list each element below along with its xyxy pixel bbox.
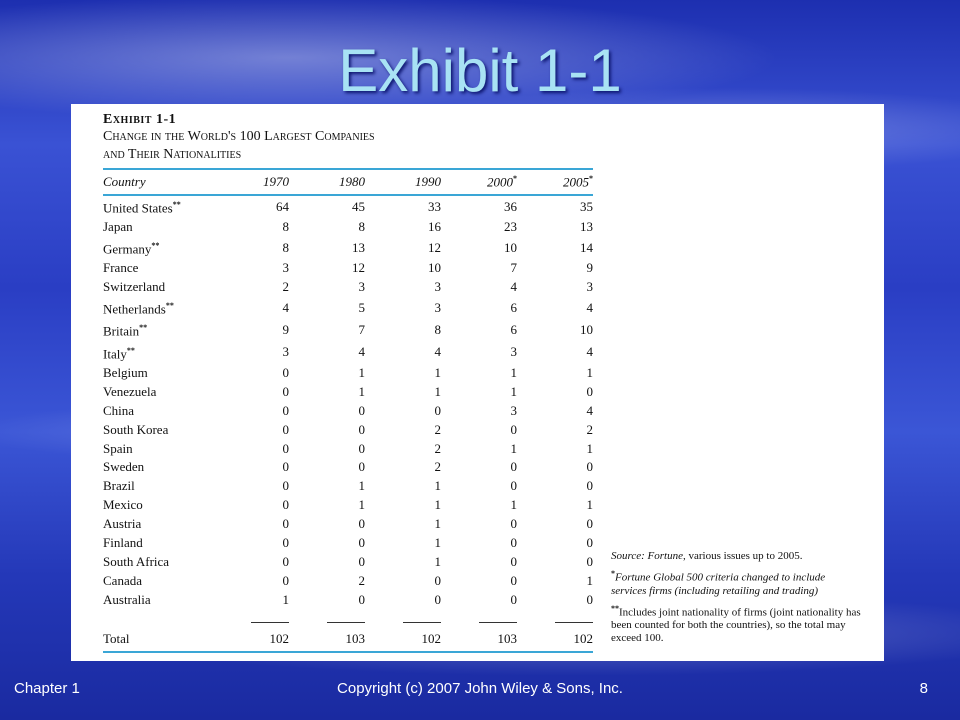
country-cell: Belgium: [103, 364, 148, 380]
value-cell: 8: [434, 322, 441, 338]
total-value-cell: 103: [497, 631, 517, 647]
value-cell: 10: [428, 260, 441, 276]
value-cell: 0: [510, 516, 517, 532]
column-header-1990: 1990: [415, 174, 441, 189]
exhibit-title-line1: Change in the World's 100 Largest Companies: [103, 129, 375, 144]
value-cell: 3: [282, 344, 289, 360]
value-cell: 14: [580, 239, 593, 255]
country-cell: Germany**: [103, 241, 160, 257]
value-cell: 8: [358, 219, 365, 235]
value-cell: 1: [586, 440, 593, 456]
total-row: [103, 629, 593, 651]
value-cell: 12: [352, 260, 365, 276]
value-cell: 0: [586, 553, 593, 569]
value-cell: 1: [358, 478, 365, 494]
value-cell: 6: [510, 299, 517, 315]
table-row: [103, 297, 593, 319]
exhibit-title-line2: and Their Nationalities: [103, 147, 242, 162]
value-cell: 0: [510, 535, 517, 551]
table-row: [103, 421, 593, 440]
country-cell: France: [103, 260, 139, 276]
value-cell: 0: [586, 459, 593, 475]
value-cell: 0: [358, 516, 365, 532]
exhibit-label: Exhibit 1-1: [103, 112, 177, 127]
value-cell: 2: [586, 421, 593, 437]
value-cell: 1: [586, 497, 593, 513]
value-cell: 1: [434, 383, 441, 399]
total-value-cell: 102: [573, 631, 593, 647]
value-cell: 0: [434, 591, 441, 607]
value-cell: 8: [282, 219, 289, 235]
value-cell: 0: [282, 440, 289, 456]
value-cell: 1: [282, 591, 289, 607]
value-cell: 13: [352, 239, 365, 255]
table-row: [103, 534, 593, 553]
value-cell: 10: [504, 239, 517, 255]
value-cell: 5: [358, 299, 365, 315]
value-cell: 7: [510, 260, 517, 276]
value-cell: 0: [358, 591, 365, 607]
value-cell: 3: [434, 279, 441, 295]
table-row: [103, 458, 593, 477]
value-cell: 10: [580, 322, 593, 338]
country-cell: Brazil: [103, 478, 135, 494]
value-cell: 2: [434, 459, 441, 475]
value-cell: 33: [428, 198, 441, 214]
table-row: [103, 342, 593, 364]
value-cell: 0: [358, 535, 365, 551]
table-row: [103, 440, 593, 459]
value-cell: 4: [586, 344, 593, 360]
country-cell: South Korea: [103, 421, 169, 437]
value-cell: 0: [282, 402, 289, 418]
value-cell: 13: [580, 219, 593, 235]
country-cell: Britain**: [103, 323, 148, 339]
value-cell: 16: [428, 219, 441, 235]
exhibit-notes: [611, 550, 861, 649]
value-cell: 1: [434, 478, 441, 494]
value-cell: 0: [510, 478, 517, 494]
table-row: [103, 259, 593, 278]
value-cell: 0: [358, 402, 365, 418]
country-cell: Netherlands**: [103, 301, 174, 317]
value-cell: 4: [586, 402, 593, 418]
value-cell: 3: [434, 299, 441, 315]
value-cell: 35: [580, 198, 593, 214]
value-cell: 1: [510, 383, 517, 399]
sum-rule-cell: [365, 610, 441, 629]
value-cell: 0: [282, 497, 289, 513]
value-cell: 0: [510, 591, 517, 607]
value-cell: 1: [586, 364, 593, 380]
value-cell: 1: [510, 497, 517, 513]
value-cell: 3: [282, 260, 289, 276]
value-cell: 3: [358, 279, 365, 295]
value-cell: 2: [282, 279, 289, 295]
table-row: [103, 591, 593, 610]
table-row: [103, 383, 593, 402]
country-cell: Finland: [103, 535, 143, 551]
value-cell: 0: [358, 440, 365, 456]
value-cell: 4: [510, 279, 517, 295]
table-row: [103, 237, 593, 259]
value-cell: 2: [358, 572, 365, 588]
slide-title: Exhibit 1-1: [338, 37, 622, 104]
total-value-cell: 102: [269, 631, 289, 647]
value-cell: 1: [434, 516, 441, 532]
total-value-cell: 103: [345, 631, 365, 647]
value-cell: 0: [510, 459, 517, 475]
exhibit-content: [103, 112, 593, 653]
country-cell: Sweden: [103, 459, 145, 475]
table-row: [103, 196, 593, 218]
value-cell: 0: [510, 572, 517, 588]
table-row: [103, 515, 593, 534]
sum-rule-cell: [289, 610, 365, 629]
exhibit-image: [71, 104, 884, 661]
value-cell: 0: [282, 535, 289, 551]
table-row: [103, 572, 593, 591]
value-cell: 0: [510, 421, 517, 437]
sum-rule-cell: [213, 610, 289, 629]
country-cell: Venezuela: [103, 383, 157, 399]
value-cell: 0: [282, 421, 289, 437]
value-cell: 23: [504, 219, 517, 235]
country-cell: Italy**: [103, 345, 135, 361]
footer-copyright: Copyright (c) 2007 John Wiley & Sons, Inc.: [337, 680, 623, 697]
value-cell: 1: [358, 364, 365, 380]
value-cell: 0: [586, 383, 593, 399]
value-cell: 1: [586, 572, 593, 588]
footer-chapter: Chapter 1: [14, 680, 80, 697]
value-cell: 3: [586, 279, 593, 295]
sum-rule-cell: [103, 610, 213, 629]
sum-rule-cell: [517, 610, 593, 629]
country-cell: South Africa: [103, 553, 170, 569]
value-cell: 1: [510, 364, 517, 380]
value-cell: 45: [352, 198, 365, 214]
column-header-2005: 2005*: [563, 173, 593, 190]
value-cell: 0: [282, 553, 289, 569]
value-cell: 1: [358, 383, 365, 399]
value-cell: 1: [434, 553, 441, 569]
value-cell: 9: [282, 322, 289, 338]
country-cell: Australia: [103, 591, 151, 607]
country-cell: Canada: [103, 572, 142, 588]
value-cell: 0: [358, 459, 365, 475]
country-cell: Mexico: [103, 497, 143, 513]
value-cell: 0: [282, 364, 289, 380]
value-cell: 1: [434, 535, 441, 551]
table-row: [103, 364, 593, 383]
column-header-1970: 1970: [263, 174, 289, 189]
value-cell: 0: [282, 383, 289, 399]
sum-rule-row: [103, 610, 593, 629]
value-cell: 0: [282, 478, 289, 494]
value-cell: 3: [510, 344, 517, 360]
value-cell: 8: [282, 239, 289, 255]
value-cell: 0: [434, 402, 441, 418]
value-cell: 2: [434, 440, 441, 456]
value-cell: 0: [282, 516, 289, 532]
table-row: [103, 278, 593, 297]
value-cell: 0: [586, 591, 593, 607]
source-note: Source: Fortune, various issues up to 2005.: [611, 550, 803, 562]
note-2: **Includes joint nationality of firms (joint nationality has been counted for both the countries), so the total may exceed 100.: [611, 603, 861, 645]
value-cell: 0: [586, 478, 593, 494]
value-cell: 4: [434, 344, 441, 360]
table-row: [103, 553, 593, 572]
value-cell: 36: [504, 198, 517, 214]
value-cell: 4: [586, 299, 593, 315]
total-value-cell: 102: [421, 631, 441, 647]
value-cell: 0: [510, 553, 517, 569]
table-row: [103, 496, 593, 515]
value-cell: 0: [586, 516, 593, 532]
value-cell: 7: [358, 322, 365, 338]
value-cell: 1: [510, 440, 517, 456]
value-cell: 0: [586, 535, 593, 551]
country-cell: Japan: [103, 219, 133, 235]
column-header-country: Country: [103, 174, 146, 189]
table-row: [103, 218, 593, 237]
companies-table: [103, 170, 593, 651]
value-cell: 0: [282, 572, 289, 588]
country-cell: China: [103, 402, 135, 418]
value-cell: 2: [434, 421, 441, 437]
country-cell: Switzerland: [103, 279, 166, 295]
value-cell: 0: [434, 572, 441, 588]
note-1: *Fortune Global 500 criteria changed to include services firms (including retailing and trading): [611, 569, 826, 597]
value-cell: 4: [282, 299, 289, 315]
value-cell: 0: [358, 421, 365, 437]
country-cell: United States**: [103, 200, 181, 216]
value-cell: 4: [358, 344, 365, 360]
value-cell: 0: [282, 459, 289, 475]
value-cell: 12: [428, 239, 441, 255]
value-cell: 9: [586, 260, 593, 276]
sum-rule-cell: [441, 610, 517, 629]
value-cell: 64: [276, 198, 289, 214]
column-header-1980: 1980: [339, 174, 365, 189]
country-cell: Austria: [103, 516, 142, 532]
value-cell: 3: [510, 402, 517, 418]
footer-page-number: 8: [919, 680, 928, 697]
value-cell: 1: [434, 364, 441, 380]
total-label: Total: [103, 631, 130, 647]
table-row: [103, 319, 593, 341]
table-row: [103, 477, 593, 496]
value-cell: 1: [358, 497, 365, 513]
value-cell: 1: [434, 497, 441, 513]
value-cell: 6: [510, 322, 517, 338]
country-cell: Spain: [103, 440, 133, 456]
column-header-2000: 2000*: [487, 173, 517, 190]
table-header-row: [103, 170, 593, 194]
table-bottom-rule: [103, 651, 593, 653]
value-cell: 0: [358, 553, 365, 569]
table-row: [103, 402, 593, 421]
